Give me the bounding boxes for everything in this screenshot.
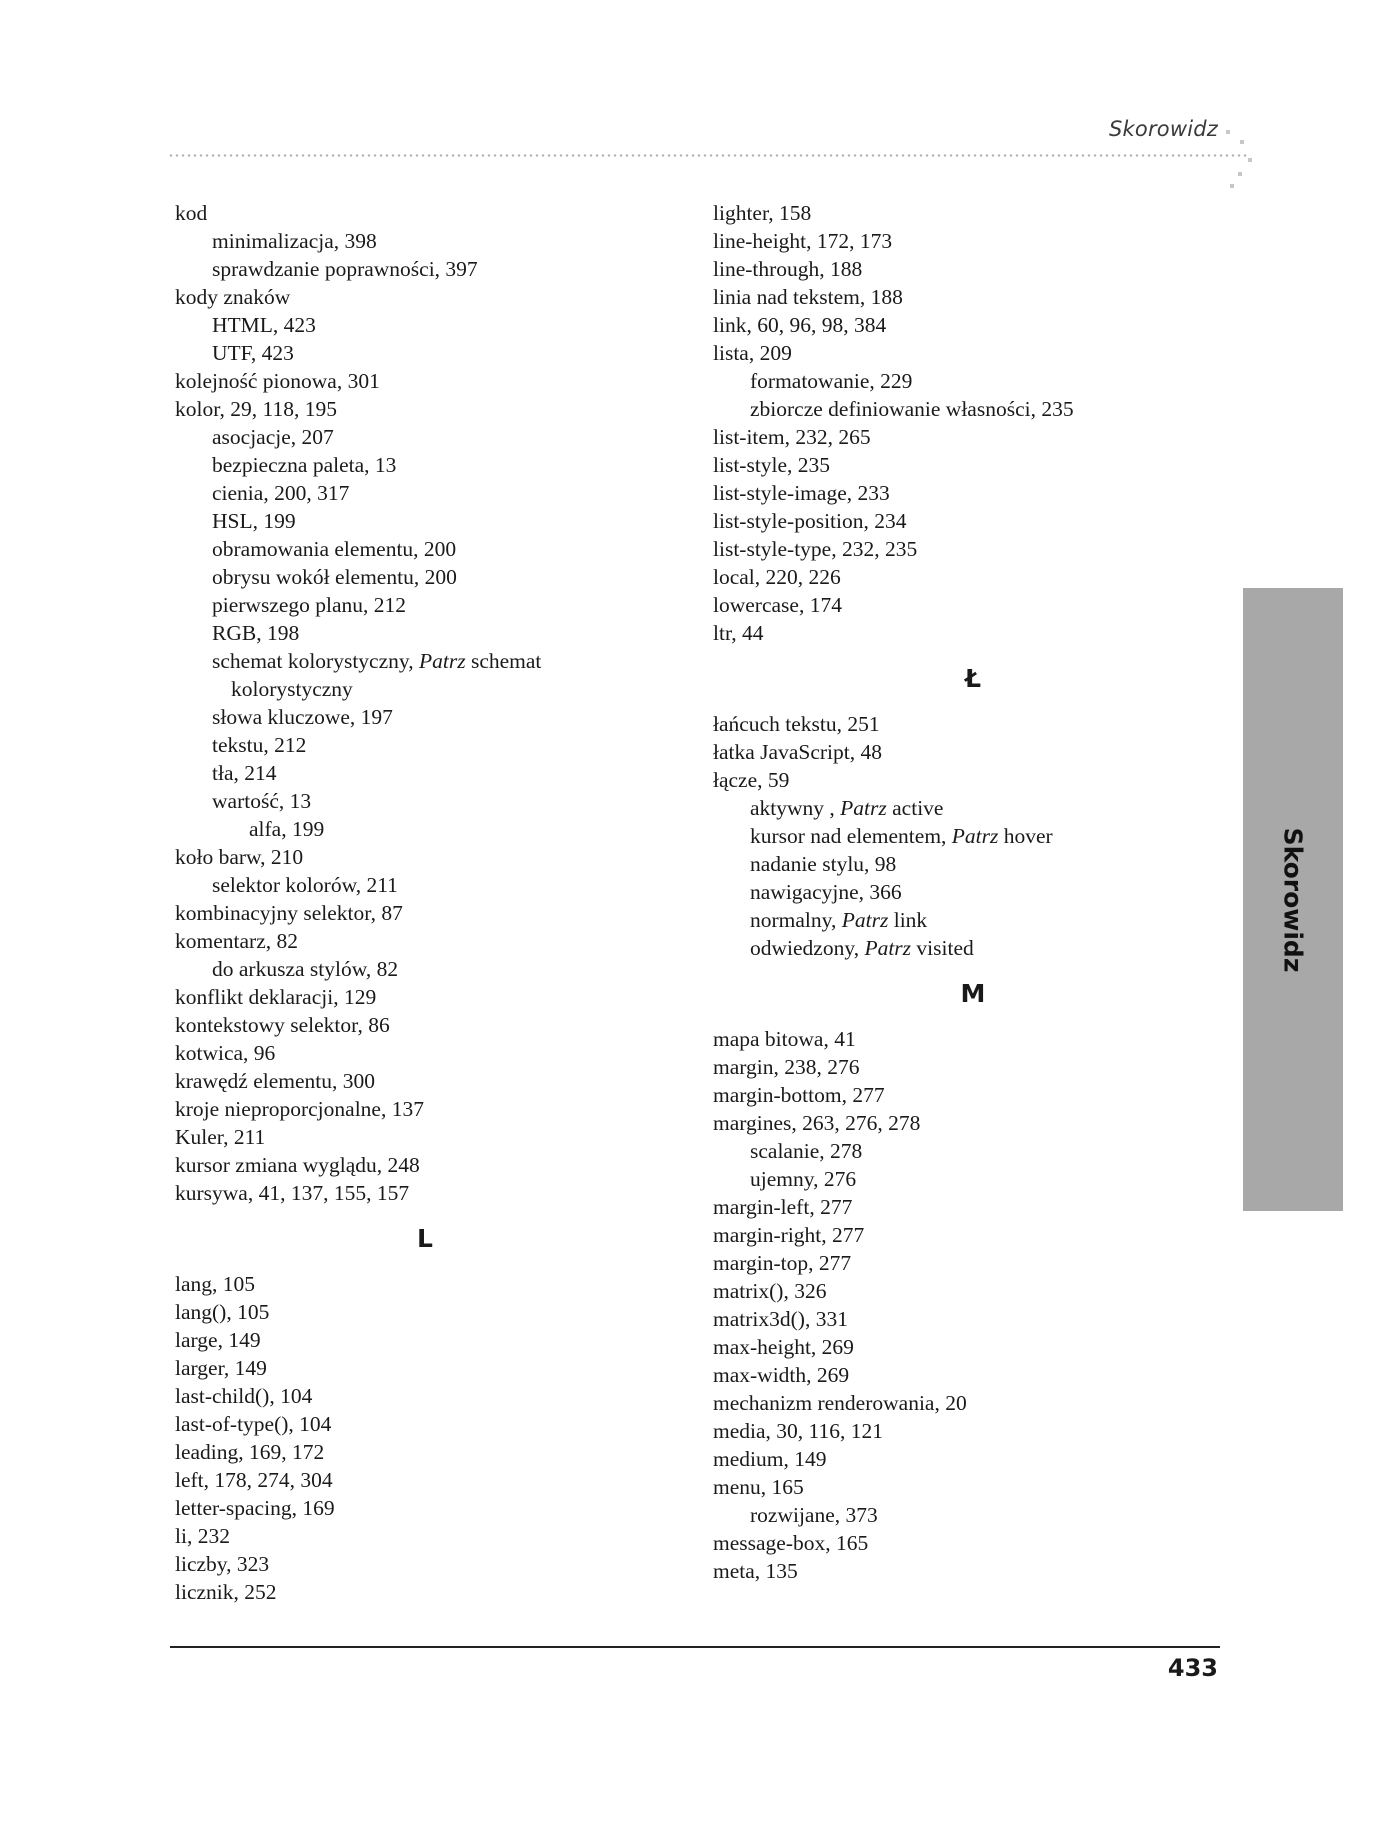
index-entry	[175, 927, 675, 955]
entry-text: alfa, 199	[249, 817, 325, 841]
entry-text: Kuler, 211	[175, 1125, 266, 1149]
entry-text: message-box, 165	[713, 1531, 869, 1555]
index-entry	[175, 1522, 675, 1550]
index-entry	[713, 1445, 1233, 1473]
entry-text: obramowania elementu, 200	[212, 537, 457, 561]
index-entries-l-continued	[713, 199, 1233, 647]
header-rule-ornament	[1238, 172, 1242, 176]
entry-text: list-style-position, 234	[713, 509, 907, 533]
entry-text: formatowanie, 229	[750, 369, 913, 393]
entry-text: sprawdzanie poprawności, 397	[212, 257, 478, 281]
entry-text: kursor zmiana wyglądu, 248	[175, 1153, 420, 1177]
index-entry	[713, 1529, 1233, 1557]
see-reference: Patrz	[841, 908, 889, 932]
index-entry	[713, 199, 1233, 227]
index-subentry	[175, 955, 675, 983]
entry-text: minimalizacja, 398	[212, 229, 377, 253]
index-entry	[175, 1578, 675, 1606]
index-entry	[713, 1333, 1233, 1361]
see-target: link	[888, 908, 928, 932]
index-entry	[175, 1466, 675, 1494]
entry-text: kursor nad elementem,	[750, 824, 952, 848]
entry-text: large, 149	[175, 1328, 261, 1352]
entry-text: nadanie stylu, 98	[750, 852, 897, 876]
entry-text: lighter, 158	[713, 201, 812, 225]
thumb-index-label: Skorowidz	[1278, 827, 1308, 972]
entry-text: kolorystyczny	[231, 677, 353, 701]
entry-text: krawędź elementu, 300	[175, 1069, 375, 1093]
entry-text: lang, 105	[175, 1272, 256, 1296]
entry-text: margin-left, 277	[713, 1195, 853, 1219]
section-letter-l-stroke: Ł	[964, 664, 982, 693]
entry-text: normalny,	[750, 908, 842, 932]
entry-text: kombinacyjny selektor, 87	[175, 901, 403, 925]
index-subentry	[175, 871, 675, 899]
index-entry	[713, 451, 1233, 479]
index-subentry	[175, 311, 675, 339]
entry-text: mapa bitowa, 41	[713, 1027, 856, 1051]
index-entry	[713, 1221, 1233, 1249]
entry-text: meta, 135	[713, 1559, 798, 1583]
entry-text: lowercase, 174	[713, 593, 842, 617]
entry-text: odwiedzony,	[750, 936, 865, 960]
index-subentry	[175, 451, 675, 479]
footer-rule	[170, 1646, 1220, 1648]
entry-text: lista, 209	[713, 341, 792, 365]
header-dotted-rule	[168, 153, 1248, 158]
index-entry	[713, 227, 1233, 255]
index-entry	[175, 1298, 675, 1326]
index-subentry	[713, 934, 1233, 962]
entry-text: matrix3d(), 331	[713, 1307, 848, 1331]
entry-text: HSL, 199	[212, 509, 296, 533]
index-entry	[175, 283, 675, 311]
index-entry	[713, 507, 1233, 535]
index-subentry	[713, 822, 1233, 850]
index-entry	[175, 1270, 675, 1298]
index-entry	[713, 1305, 1233, 1333]
index-entry	[175, 1123, 675, 1151]
entry-text: left, 178, 274, 304	[175, 1468, 333, 1492]
header-rule-ornament	[1240, 140, 1244, 144]
entry-text: max-width, 269	[713, 1363, 850, 1387]
index-entry	[175, 1039, 675, 1067]
index-subentry	[175, 703, 675, 731]
index-entry	[175, 1067, 675, 1095]
entry-text: łatka JavaScript, 48	[713, 740, 882, 764]
index-entry	[175, 1354, 675, 1382]
index-entry	[713, 283, 1233, 311]
index-entries-l	[175, 1270, 675, 1606]
index-entry	[713, 1053, 1233, 1081]
index-subentry	[175, 479, 675, 507]
entry-text: łącze, 59	[713, 768, 790, 792]
entry-text: łańcuch tekstu, 251	[713, 712, 880, 736]
entry-text: bezpieczna paleta, 13	[212, 453, 397, 477]
index-entry	[713, 423, 1233, 451]
index-subentry	[713, 850, 1233, 878]
entry-text: słowa kluczowe, 197	[212, 705, 393, 729]
index-entry	[175, 395, 675, 423]
entry-text: line-height, 172, 173	[713, 229, 893, 253]
index-subentry	[175, 423, 675, 451]
index-column-right	[713, 199, 1233, 1585]
index-entry	[713, 766, 1233, 794]
index-entry	[713, 311, 1233, 339]
index-subentry	[175, 339, 675, 367]
entry-text: HTML, 423	[212, 313, 316, 337]
entry-text: rozwijane, 373	[750, 1503, 878, 1527]
header-rule-ornament	[1230, 184, 1234, 188]
entry-text: kotwica, 96	[175, 1041, 276, 1065]
index-entry	[713, 1557, 1233, 1585]
index-entries-m	[713, 1025, 1233, 1585]
index-subentry	[713, 878, 1233, 906]
entry-text: local, 220, 226	[713, 565, 841, 589]
index-entry	[175, 367, 675, 395]
index-entry	[713, 1249, 1233, 1277]
index-entry	[713, 1361, 1233, 1389]
index-entry	[175, 1095, 675, 1123]
entry-text: menu, 165	[713, 1475, 804, 1499]
entry-text: margin, 238, 276	[713, 1055, 860, 1079]
index-entry	[175, 1410, 675, 1438]
entry-text: list-style-type, 232, 235	[713, 537, 918, 561]
index-subentry	[175, 535, 675, 563]
index-entry	[175, 1179, 675, 1207]
entry-text: last-of-type(), 104	[175, 1412, 332, 1436]
entry-text: do arkusza stylów, 82	[212, 957, 399, 981]
index-entry	[713, 1081, 1233, 1109]
entry-text: pierwszego planu, 212	[212, 593, 407, 617]
index-entry	[713, 563, 1233, 591]
see-reference: Patrz	[951, 824, 999, 848]
index-subentry	[713, 395, 1233, 423]
entry-text: licznik, 252	[175, 1580, 277, 1604]
index-entry	[175, 843, 675, 871]
index-entry	[713, 1389, 1233, 1417]
index-entry	[713, 738, 1233, 766]
entry-text: selektor kolorów, 211	[212, 873, 398, 897]
index-subentry	[713, 794, 1233, 822]
see-target: visited	[911, 936, 974, 960]
entry-text: kody znaków	[175, 285, 291, 309]
index-entry	[713, 479, 1233, 507]
index-entry	[175, 1011, 675, 1039]
index-subentry	[175, 675, 675, 703]
running-header-title: Skorowidz	[1109, 117, 1218, 141]
entry-text: wartość, 13	[212, 789, 312, 813]
see-reference: Patrz	[840, 796, 887, 820]
index-entries-l-stroke	[713, 710, 1233, 962]
entry-text: link, 60, 96, 98, 384	[713, 313, 887, 337]
index-entry	[175, 983, 675, 1011]
entry-text: last-child(), 104	[175, 1384, 313, 1408]
entry-text: liczby, 323	[175, 1552, 270, 1576]
index-entry	[713, 1277, 1233, 1305]
index-subentry	[175, 647, 675, 675]
entry-text: margin-top, 277	[713, 1251, 852, 1275]
see-reference: Patrz	[864, 936, 912, 960]
index-entry	[713, 1025, 1233, 1053]
index-subentry	[713, 1501, 1233, 1529]
entry-text: margines, 263, 276, 278	[713, 1111, 921, 1135]
entry-text: kolejność pionowa, 301	[175, 369, 380, 393]
entry-text: letter-spacing, 169	[175, 1496, 335, 1520]
entry-text: tekstu, 212	[212, 733, 307, 757]
see-reference: Patrz	[418, 649, 466, 673]
header-rule-ornament	[1226, 130, 1230, 134]
index-subentry	[175, 787, 675, 815]
index-entry	[713, 591, 1233, 619]
section-letter-l: L	[417, 1224, 433, 1253]
index-entry	[713, 535, 1233, 563]
entry-text: margin-bottom, 277	[713, 1083, 885, 1107]
index-entry	[175, 1151, 675, 1179]
entry-text: kroje nieproporcjonalne, 137	[175, 1097, 424, 1121]
entry-text: kod	[175, 201, 208, 225]
thumb-index-tab	[1243, 588, 1343, 1211]
index-subentry	[175, 507, 675, 535]
index-subentry	[175, 255, 675, 283]
entry-text: ltr, 44	[713, 621, 764, 645]
entry-text: scalanie, 278	[750, 1139, 863, 1163]
section-letter-m: M	[960, 979, 986, 1008]
entry-text: konflikt deklaracji, 129	[175, 985, 377, 1009]
entry-text: schemat kolorystyczny,	[212, 649, 419, 673]
index-entry	[175, 1326, 675, 1354]
index-entry	[713, 1109, 1233, 1137]
index-entry	[175, 899, 675, 927]
entry-text: koło barw, 210	[175, 845, 304, 869]
entry-text: obrysu wokół elementu, 200	[212, 565, 457, 589]
index-entry	[713, 339, 1233, 367]
index-entry	[713, 1473, 1233, 1501]
see-target: hover	[998, 824, 1053, 848]
entry-text: max-height, 269	[713, 1335, 854, 1359]
index-entry	[175, 1438, 675, 1466]
index-subentry	[175, 731, 675, 759]
index-entry	[713, 619, 1233, 647]
index-entry	[713, 1417, 1233, 1445]
entry-text: komentarz, 82	[175, 929, 298, 953]
header-rule-ornament	[1248, 158, 1252, 162]
index-column-left	[175, 199, 675, 1606]
index-subentry	[713, 906, 1233, 934]
index-entry	[175, 199, 675, 227]
entry-text: list-style, 235	[713, 453, 831, 477]
index-entry	[175, 1382, 675, 1410]
index-entries-k	[175, 199, 675, 1207]
index-subentry	[175, 815, 675, 843]
see-target: active	[886, 796, 944, 820]
index-subentry	[713, 1165, 1233, 1193]
entry-text: media, 30, 116, 121	[713, 1419, 883, 1443]
entry-text: ujemny, 276	[750, 1167, 857, 1191]
index-entry	[713, 710, 1233, 738]
entry-text: larger, 149	[175, 1356, 267, 1380]
index-subentry	[175, 619, 675, 647]
entry-text: kontekstowy selektor, 86	[175, 1013, 390, 1037]
entry-text: nawigacyjne, 366	[750, 880, 902, 904]
index-subentry	[713, 1137, 1233, 1165]
entry-text: margin-right, 277	[713, 1223, 865, 1247]
entry-text: aktywny ,	[750, 796, 841, 820]
index-subentry	[175, 563, 675, 591]
index-subentry	[175, 227, 675, 255]
index-entry	[713, 1193, 1233, 1221]
entry-text: kursywa, 41, 137, 155, 157	[175, 1181, 410, 1205]
entry-text: matrix(), 326	[713, 1279, 827, 1303]
entry-text: list-style-image, 233	[713, 481, 890, 505]
page-number: 433	[1167, 1654, 1218, 1682]
entry-text: tła, 214	[212, 761, 277, 785]
index-subentry	[713, 367, 1233, 395]
entry-text: zbiorcze definiowanie własności, 235	[750, 397, 1074, 421]
entry-text: linia nad tekstem, 188	[713, 285, 903, 309]
entry-text: medium, 149	[713, 1447, 827, 1471]
entry-text: cienia, 200, 317	[212, 481, 350, 505]
entry-text: line-through, 188	[713, 257, 863, 281]
index-subentry	[175, 759, 675, 787]
entry-text: lang(), 105	[175, 1300, 270, 1324]
entry-text: li, 232	[175, 1524, 230, 1548]
entry-text: kolor, 29, 118, 195	[175, 397, 337, 421]
entry-text: mechanizm renderowania, 20	[713, 1391, 967, 1415]
index-entry	[175, 1494, 675, 1522]
entry-text: UTF, 423	[212, 341, 294, 365]
entry-text: list-item, 232, 265	[713, 425, 871, 449]
entry-text: asocjacje, 207	[212, 425, 334, 449]
entry-text: RGB, 198	[212, 621, 300, 645]
index-entry	[713, 255, 1233, 283]
index-entry	[175, 1550, 675, 1578]
index-subentry	[175, 591, 675, 619]
see-target: schemat	[465, 649, 542, 673]
entry-text: leading, 169, 172	[175, 1440, 325, 1464]
